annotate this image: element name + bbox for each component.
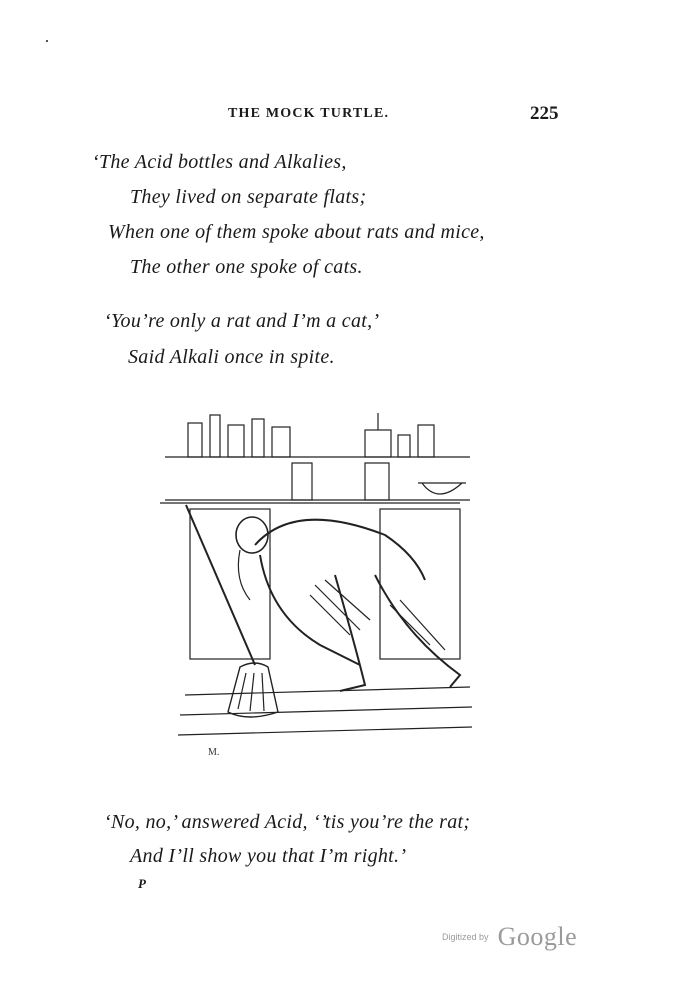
verse-line: The other one spoke of cats. (130, 256, 363, 278)
page-speck (46, 40, 48, 42)
page-number: 225 (530, 103, 559, 124)
illustration-initials: M. (208, 747, 220, 758)
verse-line: And I’ll show you that I’m right.’ (130, 845, 407, 867)
verse-line: ‘You’re only a rat and I’m a cat,’ (104, 310, 380, 332)
verse-line: Said Alkali once in spite. (128, 346, 335, 368)
broom-sweeper-illustration-icon (160, 405, 478, 760)
verse-line: When one of them spoke about rats and mice, (108, 221, 485, 243)
watermark-prefix: Digitized by (442, 932, 489, 942)
verse-line: ‘The Acid bottles and Alkalies, (92, 151, 347, 173)
signature-mark: P (138, 876, 146, 891)
digitized-watermark (442, 922, 577, 952)
verse-line: They lived on separate flats; (130, 186, 367, 208)
running-title: THE MOCK TURTLE. (228, 106, 390, 121)
page-header (0, 103, 675, 130)
illustration-sweeping-figure (160, 405, 478, 760)
google-logo-text: Google (497, 922, 578, 951)
verse-line: ‘No, no,’ answered Acid, ‘’tis you’re the rat; (104, 811, 471, 833)
